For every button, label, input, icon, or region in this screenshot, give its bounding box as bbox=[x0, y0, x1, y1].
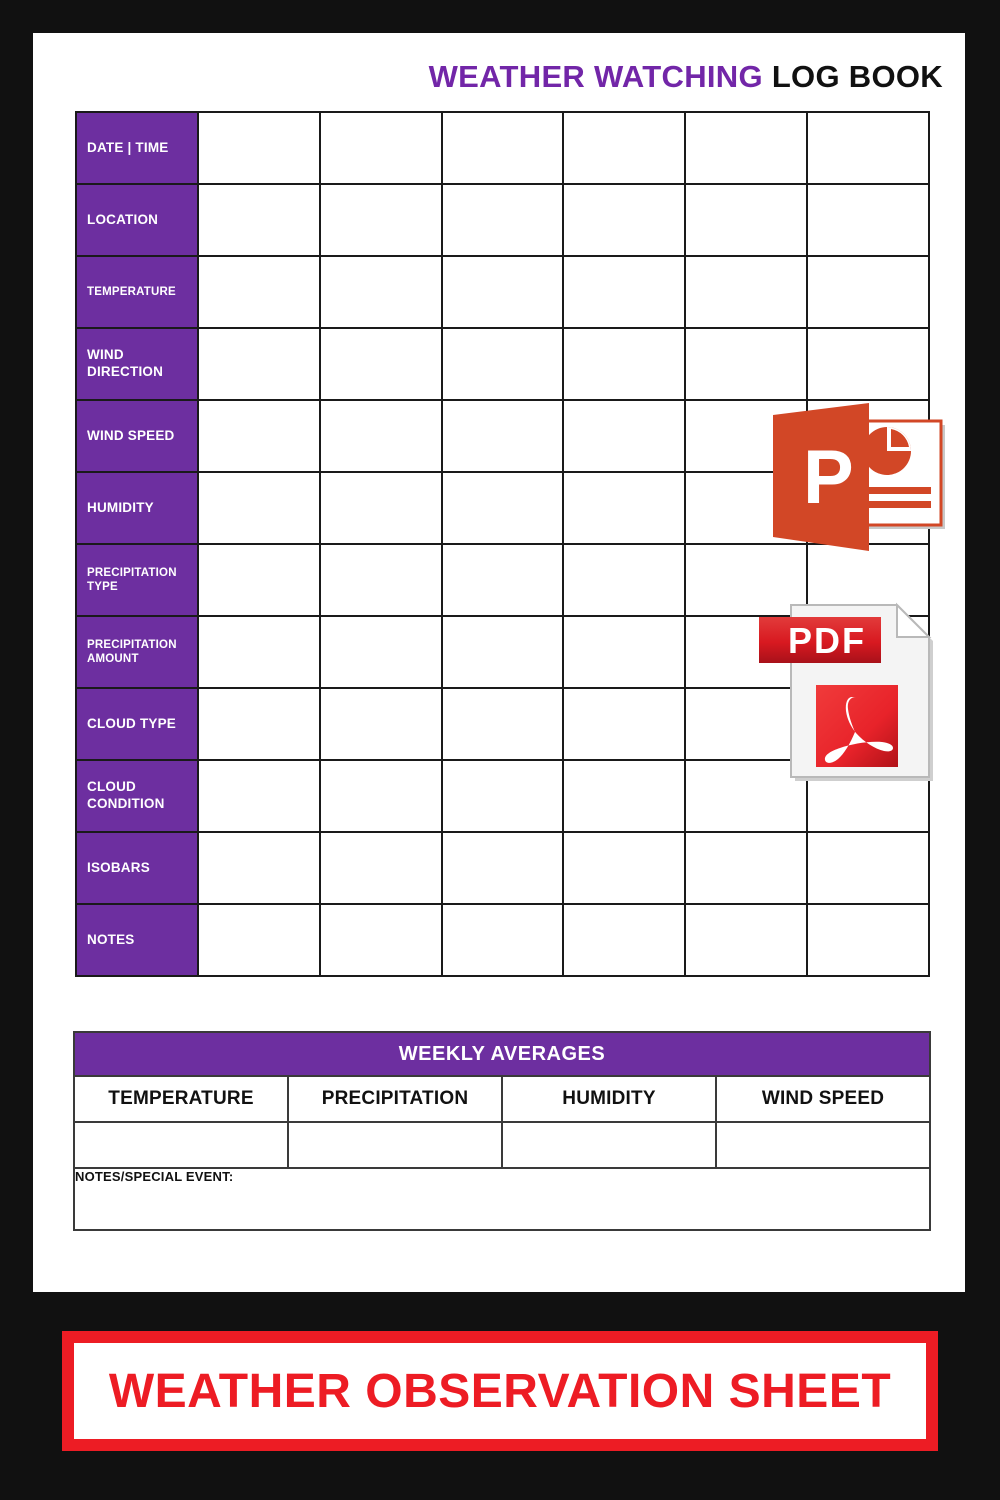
log-row-label: PRECIPITATION TYPE bbox=[76, 544, 198, 616]
bottom-banner-text: WEATHER OBSERVATION SHEET bbox=[108, 1364, 892, 1418]
avg-header-wind-speed: WIND SPEED bbox=[716, 1076, 930, 1122]
bottom-banner bbox=[62, 1331, 938, 1451]
log-entry-cell[interactable] bbox=[685, 832, 807, 904]
log-entry-cell[interactable] bbox=[442, 616, 564, 688]
log-entry-cell[interactable] bbox=[320, 472, 442, 544]
log-entry-cell[interactable] bbox=[198, 760, 320, 832]
avg-value-temperature[interactable] bbox=[74, 1122, 288, 1168]
log-entry-cell[interactable] bbox=[685, 904, 807, 976]
bottom-banner-inner bbox=[74, 1343, 926, 1439]
worksheet-page bbox=[33, 33, 965, 1292]
log-entry-cell[interactable] bbox=[320, 112, 442, 184]
log-row-label: WIND DIRECTION bbox=[76, 328, 198, 400]
log-row-label: LOCATION bbox=[76, 184, 198, 256]
log-entry-cell[interactable] bbox=[563, 400, 685, 472]
log-entry-cell[interactable] bbox=[563, 904, 685, 976]
avg-value-wind-speed[interactable] bbox=[716, 1122, 930, 1168]
avg-header-precipitation: PRECIPITATION bbox=[288, 1076, 502, 1122]
log-table-row bbox=[76, 256, 929, 328]
log-entry-cell[interactable] bbox=[198, 328, 320, 400]
log-table-row bbox=[76, 328, 929, 400]
log-entry-cell[interactable] bbox=[807, 112, 929, 184]
log-entry-cell[interactable] bbox=[807, 904, 929, 976]
weekly-averages-header-row bbox=[74, 1076, 930, 1122]
log-entry-cell[interactable] bbox=[198, 112, 320, 184]
avg-header-humidity: HUMIDITY bbox=[502, 1076, 716, 1122]
log-entry-cell[interactable] bbox=[685, 256, 807, 328]
pdf-file-icon bbox=[755, 601, 951, 786]
log-entry-cell[interactable] bbox=[198, 544, 320, 616]
log-entry-cell[interactable] bbox=[442, 112, 564, 184]
log-entry-cell[interactable] bbox=[442, 832, 564, 904]
log-entry-cell[interactable] bbox=[198, 832, 320, 904]
log-entry-cell[interactable] bbox=[685, 184, 807, 256]
log-entry-cell[interactable] bbox=[442, 328, 564, 400]
log-row-label: TEMPERATURE bbox=[76, 256, 198, 328]
log-entry-cell[interactable] bbox=[198, 904, 320, 976]
log-entry-cell[interactable] bbox=[442, 184, 564, 256]
avg-value-humidity[interactable] bbox=[502, 1122, 716, 1168]
log-entry-cell[interactable] bbox=[685, 328, 807, 400]
log-entry-cell[interactable] bbox=[320, 400, 442, 472]
log-table-row bbox=[76, 832, 929, 904]
weekly-averages-title: WEEKLY AVERAGES bbox=[74, 1032, 930, 1076]
log-entry-cell[interactable] bbox=[442, 400, 564, 472]
log-entry-cell[interactable] bbox=[198, 256, 320, 328]
log-row-label: WIND SPEED bbox=[76, 400, 198, 472]
log-entry-cell[interactable] bbox=[320, 904, 442, 976]
page-title-secondary: LOG BOOK bbox=[771, 59, 943, 94]
log-row-label: CLOUD CONDITION bbox=[76, 760, 198, 832]
log-entry-cell[interactable] bbox=[807, 832, 929, 904]
log-entry-cell[interactable] bbox=[320, 184, 442, 256]
log-entry-cell[interactable] bbox=[320, 760, 442, 832]
log-entry-cell[interactable] bbox=[807, 184, 929, 256]
log-entry-cell[interactable] bbox=[442, 904, 564, 976]
log-entry-cell[interactable] bbox=[442, 472, 564, 544]
log-table-row bbox=[76, 184, 929, 256]
log-table-row bbox=[76, 904, 929, 976]
log-row-label: DATE | TIME bbox=[76, 112, 198, 184]
log-table-row bbox=[76, 112, 929, 184]
log-entry-cell[interactable] bbox=[563, 832, 685, 904]
weekly-averages-value-row bbox=[74, 1122, 930, 1168]
weekly-averages-table bbox=[73, 1031, 931, 1231]
log-entry-cell[interactable] bbox=[442, 256, 564, 328]
log-entry-cell[interactable] bbox=[320, 688, 442, 760]
avg-value-precipitation[interactable] bbox=[288, 1122, 502, 1168]
log-entry-cell[interactable] bbox=[563, 760, 685, 832]
log-entry-cell[interactable] bbox=[320, 256, 442, 328]
log-row-label: ISOBARS bbox=[76, 832, 198, 904]
log-entry-cell[interactable] bbox=[563, 112, 685, 184]
log-entry-cell[interactable] bbox=[198, 184, 320, 256]
log-entry-cell[interactable] bbox=[320, 832, 442, 904]
powerpoint-letter-p: P bbox=[803, 435, 854, 520]
log-entry-cell[interactable] bbox=[685, 112, 807, 184]
log-entry-cell[interactable] bbox=[563, 184, 685, 256]
log-row-label: PRECIPITATION AMOUNT bbox=[76, 616, 198, 688]
log-entry-cell[interactable] bbox=[563, 472, 685, 544]
notes-row bbox=[74, 1168, 930, 1230]
log-entry-cell[interactable] bbox=[442, 688, 564, 760]
log-row-label: NOTES bbox=[76, 904, 198, 976]
notes-special-event-field[interactable]: NOTES/SPECIAL EVENT: bbox=[74, 1168, 930, 1230]
avg-header-temperature: TEMPERATURE bbox=[74, 1076, 288, 1122]
log-entry-cell[interactable] bbox=[563, 688, 685, 760]
log-entry-cell[interactable] bbox=[320, 544, 442, 616]
log-entry-cell[interactable] bbox=[442, 760, 564, 832]
log-entry-cell[interactable] bbox=[563, 256, 685, 328]
log-entry-cell[interactable] bbox=[807, 256, 929, 328]
log-entry-cell[interactable] bbox=[320, 328, 442, 400]
log-entry-cell[interactable] bbox=[198, 400, 320, 472]
log-row-label: HUMIDITY bbox=[76, 472, 198, 544]
log-entry-cell[interactable] bbox=[563, 328, 685, 400]
weekly-averages-title-row bbox=[74, 1032, 930, 1076]
log-entry-cell[interactable] bbox=[442, 544, 564, 616]
log-entry-cell[interactable] bbox=[563, 616, 685, 688]
log-row-label: CLOUD TYPE bbox=[76, 688, 198, 760]
log-entry-cell[interactable] bbox=[807, 328, 929, 400]
log-entry-cell[interactable] bbox=[198, 472, 320, 544]
log-entry-cell[interactable] bbox=[198, 688, 320, 760]
page-title-primary: WEATHER WATCHING bbox=[428, 59, 763, 94]
log-entry-cell[interactable] bbox=[198, 616, 320, 688]
pdf-badge-label: PDF bbox=[788, 620, 866, 661]
powerpoint-file-icon bbox=[769, 403, 951, 551]
log-entry-cell[interactable] bbox=[563, 544, 685, 616]
page-title bbox=[429, 59, 943, 95]
log-entry-cell[interactable] bbox=[320, 616, 442, 688]
